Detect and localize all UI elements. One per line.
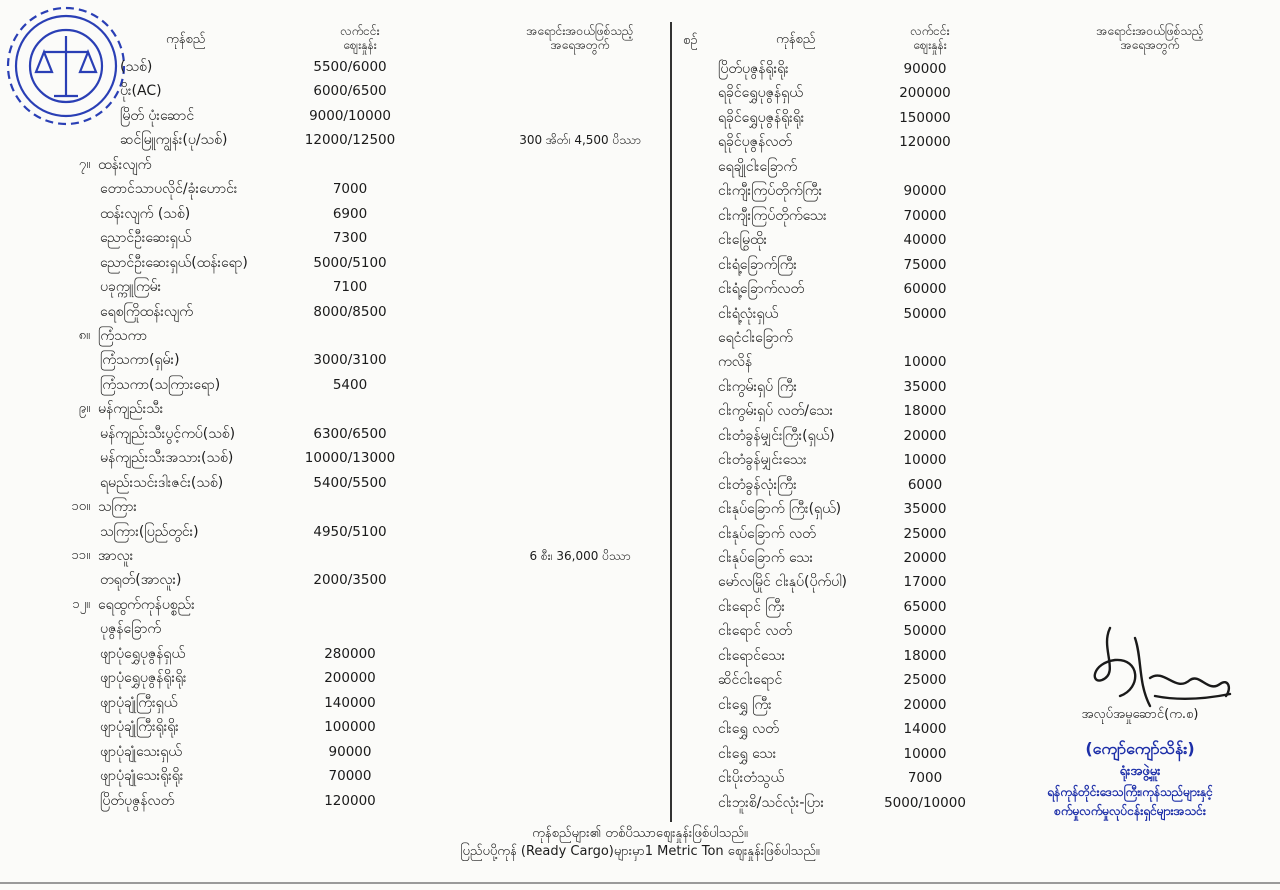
item-name: ညောင်ဦးဆေးရှယ်(ထန်းရော) bbox=[100, 254, 248, 271]
left-row bbox=[20, 154, 660, 176]
item-name: ငါးကျီးကြပ်တိုက်သေး bbox=[718, 207, 827, 224]
right-row bbox=[700, 156, 1000, 178]
left-row bbox=[20, 374, 660, 396]
item-price: 90000 bbox=[328, 743, 372, 760]
right-row bbox=[700, 620, 1000, 642]
right-header-note bbox=[1060, 24, 1240, 52]
item-price: 35000 bbox=[903, 501, 947, 518]
item-price: 6000/6500 bbox=[313, 83, 387, 100]
item-price: 6000 bbox=[907, 476, 943, 493]
row-number: ၁၀။ bbox=[71, 499, 90, 515]
item-name: (သစ်) bbox=[120, 59, 153, 75]
item-name: ဖျာပုံရွှေပုဇွန်ရိုးရိုး bbox=[100, 670, 187, 687]
item-name: ငါးရံ့ခြောက်လတ် bbox=[718, 281, 805, 298]
item-name: ပိုး(AC) bbox=[120, 83, 162, 100]
item-name: ဆိင်ငါးရောင် bbox=[718, 672, 783, 689]
item-price: 10000 bbox=[903, 745, 947, 762]
row-number: ၁၂။ bbox=[72, 596, 90, 612]
item-price: 50000 bbox=[903, 623, 947, 640]
right-row bbox=[700, 82, 1000, 104]
right-row bbox=[700, 107, 1000, 129]
right-header-note-line1: အရောင်းအဝယ်ဖြစ်သည့် bbox=[1096, 24, 1204, 38]
item-price: 10000 bbox=[903, 354, 947, 371]
left-row bbox=[20, 423, 660, 445]
right-row bbox=[700, 180, 1000, 202]
item-name: မန်ကျည်းသီး bbox=[98, 401, 164, 418]
left-row bbox=[20, 667, 660, 689]
row-number: ၈။ bbox=[78, 327, 90, 343]
item-name: ငါးကွမ်းရှပ် ကြီး bbox=[718, 378, 798, 395]
item-name: ဖျာပုံချုံကြီးရှယ် bbox=[100, 694, 178, 711]
right-row bbox=[700, 645, 1000, 667]
item-price: 9000/10000 bbox=[309, 107, 391, 124]
item-name: ညောင်ဦးဆေးရှယ် bbox=[100, 230, 192, 247]
item-price: 14000 bbox=[903, 721, 947, 738]
left-row bbox=[20, 203, 660, 225]
item-price: 3000/3100 bbox=[313, 352, 387, 369]
item-price: 150000 bbox=[899, 109, 951, 126]
left-row bbox=[20, 716, 660, 738]
item-name: ပြိတ်ပုဇွန်ရိုးရိုး bbox=[718, 61, 789, 77]
item-name: မြိတ် ပုံးဆောင် bbox=[120, 107, 195, 124]
left-row bbox=[20, 594, 660, 616]
item-name: ရေထွက်ကုန်ပစ္စည်း bbox=[98, 596, 195, 613]
item-name: ဖျာပုံချုံကြီးရိုးရိုး bbox=[100, 719, 179, 736]
item-price: 100000 bbox=[324, 719, 376, 736]
row-number: ၇။ bbox=[78, 156, 90, 172]
right-header-no: စဉ် bbox=[683, 33, 698, 48]
item-price: 200000 bbox=[899, 85, 951, 102]
item-price: 90000 bbox=[903, 61, 947, 77]
item-name: ငါးတံခွန်မျှင်းသေး bbox=[718, 452, 807, 469]
signatory-name: (ကျော်ကျော်သိန်း) bbox=[1085, 739, 1195, 758]
item-name: သကြား(ပြည်တွင်း) bbox=[100, 523, 199, 540]
left-row bbox=[20, 521, 660, 543]
left-row bbox=[20, 545, 660, 567]
item-price: 6300/6500 bbox=[313, 425, 387, 442]
item-price: 5000/10000 bbox=[884, 794, 966, 811]
right-row bbox=[700, 571, 1000, 593]
left-row bbox=[20, 178, 660, 200]
column-divider bbox=[670, 22, 672, 822]
item-name: ရခိုင်ရွှေပုဇွန်ရိုးရိုး bbox=[718, 109, 805, 126]
item-name: ဖျာပုံချုံသေးရိုးရိုး bbox=[100, 768, 184, 785]
right-row bbox=[700, 205, 1000, 227]
footer-note-line1: ကုန်စည်များ၏ တစ်ပိဿာဈေးနှုန်းဖြစ်ပါသည်။ bbox=[532, 826, 748, 841]
left-row bbox=[20, 692, 660, 714]
item-name: ငါးဘူးစိ/သင်လုံး-ပြား bbox=[718, 794, 825, 811]
item-name: ငါးတံခွန်မျှင်းကြီး(ရှယ်) bbox=[718, 427, 835, 444]
left-row bbox=[20, 325, 660, 347]
item-price: 90000 bbox=[903, 183, 947, 200]
left-header-price bbox=[310, 24, 410, 52]
trade-volume: 6 စီး၊ 36,000 ပိဿာ bbox=[529, 549, 631, 563]
left-header-price-line1: လက်ငင်း bbox=[340, 24, 380, 38]
item-name: ပခုက္ကူကြမ်း bbox=[100, 279, 162, 296]
right-row bbox=[700, 400, 1000, 422]
item-price: 8000/8500 bbox=[313, 303, 387, 320]
item-name: ငါးရောင် ကြီး bbox=[718, 598, 785, 615]
item-price: 20000 bbox=[903, 427, 947, 444]
item-name: ထန်းလျက် (သစ်) bbox=[100, 205, 191, 222]
right-row bbox=[700, 792, 1000, 814]
item-price: 7000 bbox=[332, 181, 368, 198]
item-price: 35000 bbox=[903, 378, 947, 395]
right-row bbox=[700, 596, 1000, 618]
item-price: 280000 bbox=[324, 645, 376, 662]
right-row bbox=[700, 254, 1000, 276]
left-header-note-line2: အရေအတွက် bbox=[550, 38, 610, 52]
right-row bbox=[700, 303, 1000, 325]
left-row bbox=[20, 56, 660, 78]
left-header-note-line1: အရောင်းအဝယ်ဖြစ်သည့် bbox=[526, 24, 634, 38]
left-row bbox=[20, 447, 660, 469]
item-price: 10000 bbox=[903, 452, 947, 469]
trade-volume: 300 အိတ်၊ 4,500 ပိဿာ bbox=[519, 133, 641, 148]
right-row bbox=[700, 718, 1000, 740]
item-name: ရခိုင်ပုဇွန်လတ် bbox=[718, 134, 792, 151]
item-name: ရမည်းသင်းဒါးဇင်း(သစ်) bbox=[100, 474, 224, 491]
row-number: ၉။ bbox=[78, 401, 90, 417]
item-price: 12000/12500 bbox=[304, 132, 396, 149]
right-row bbox=[700, 58, 1000, 80]
left-header-note bbox=[490, 24, 670, 52]
signatory-org-line1: ရန်ကုန်တိုင်းဒေသကြီး၊ကုန်သည်များနှင့် bbox=[1047, 785, 1213, 799]
item-name: ငါးပိုးတံသွယ် bbox=[718, 770, 785, 787]
item-price: 75000 bbox=[903, 256, 947, 273]
item-price: 7100 bbox=[332, 279, 368, 296]
item-name: ဖျာပုံချုံသေးရှယ် bbox=[100, 743, 182, 760]
item-price: 120000 bbox=[324, 792, 376, 809]
right-row bbox=[700, 498, 1000, 520]
item-price: 5400/5500 bbox=[313, 474, 387, 491]
footer-note-line2: ပြည်ပပို့ကုန် (Ready Cargo)များမှာ1 Metric Ton ဈေးနှုန်းဖြစ်ပါသည်။ bbox=[460, 844, 820, 859]
signatory-title: ရုံးအဖွဲ့မှူး bbox=[1119, 764, 1161, 779]
right-row bbox=[700, 669, 1000, 691]
item-price: 18000 bbox=[903, 403, 947, 420]
right-row bbox=[700, 767, 1000, 789]
item-price: 120000 bbox=[899, 134, 951, 151]
left-row bbox=[20, 569, 660, 591]
item-name: မော်လမြိုင် ငါးနုပ်(ပိုက်ပါ) bbox=[718, 574, 848, 591]
right-header-price bbox=[880, 24, 980, 52]
item-price: 50000 bbox=[903, 305, 947, 322]
item-name: ရေစကြိုထန်းလျက် bbox=[100, 303, 193, 320]
item-name: ငါးမြွေထိုး bbox=[718, 232, 768, 249]
item-price: 7000 bbox=[907, 770, 943, 787]
item-name: ပုဇွန်ခြောက် bbox=[100, 621, 162, 638]
item-name: အာလူး bbox=[98, 548, 134, 564]
item-price: 5500/6000 bbox=[313, 59, 387, 75]
right-row bbox=[700, 474, 1000, 496]
item-name: ရခိုင်ရွှေပုဇွန်ရှယ် bbox=[718, 85, 803, 102]
item-name: ငါးတံခွန်လုံးကြီး bbox=[718, 476, 797, 493]
item-price: 7300 bbox=[332, 230, 368, 247]
left-row bbox=[20, 129, 660, 151]
handwritten-signature bbox=[1080, 618, 1240, 718]
item-name: ငါးရွှေ ကြီး bbox=[718, 696, 772, 713]
item-price: 5000/5100 bbox=[313, 254, 387, 271]
item-price: 70000 bbox=[328, 768, 372, 785]
item-price: 4950/5100 bbox=[313, 523, 387, 540]
right-row bbox=[700, 229, 1000, 251]
right-row bbox=[700, 523, 1000, 545]
item-price: 60000 bbox=[903, 281, 947, 298]
right-header-price-line2: ဈေးနှုန်း bbox=[913, 38, 947, 52]
item-name: ကြံသကာ(ရှမ်း) bbox=[100, 352, 180, 369]
left-row bbox=[20, 790, 660, 812]
right-header-item: ကုန်စည် bbox=[776, 32, 816, 47]
item-price: 70000 bbox=[903, 207, 947, 224]
item-price: 20000 bbox=[903, 550, 947, 566]
item-name: ထန်းလျက် bbox=[98, 156, 152, 173]
left-row bbox=[20, 80, 660, 102]
signatory-org-line2: စက်မှုလက်မှုလုပ်ငန်းရှင်များအသင်း bbox=[1054, 804, 1206, 818]
left-header-price-line2: ဈေးနှုန်း bbox=[343, 38, 377, 52]
item-name: ကြံသကာ(သကြားရော) bbox=[100, 376, 221, 393]
left-row bbox=[20, 252, 660, 274]
item-name: ရေငံငါးခြောက် bbox=[718, 329, 793, 346]
left-row bbox=[20, 643, 660, 665]
right-row bbox=[700, 278, 1000, 300]
item-price: 140000 bbox=[324, 694, 376, 711]
item-price: 5400 bbox=[332, 376, 368, 393]
right-row bbox=[700, 131, 1000, 153]
item-name: ကလိန် bbox=[718, 354, 753, 371]
item-name: ရေချိုငါးခြောက် bbox=[718, 158, 798, 175]
item-price: 25000 bbox=[903, 525, 947, 542]
left-row bbox=[20, 276, 660, 298]
left-row bbox=[20, 741, 660, 763]
left-header-item: ကုန်စည် bbox=[166, 32, 206, 47]
item-name: ငါးရောင် လတ် bbox=[718, 623, 793, 640]
item-price: 2000/3500 bbox=[313, 572, 387, 589]
item-name: မန်ကျည်းသီးပွင့်ကပ်(သစ်) bbox=[100, 425, 236, 442]
row-number: ၁၁။ bbox=[71, 548, 90, 563]
left-row bbox=[20, 496, 660, 518]
right-row bbox=[700, 376, 1000, 398]
item-price: 40000 bbox=[903, 232, 947, 249]
item-price: 17000 bbox=[903, 574, 947, 591]
item-name: ငါးနုပ်ခြောက် ကြီး(ရှယ်) bbox=[718, 501, 842, 518]
left-row bbox=[20, 472, 660, 494]
right-row bbox=[700, 449, 1000, 471]
right-header-price-line1: လက်ငင်း bbox=[910, 24, 950, 38]
page-bottom-edge bbox=[0, 882, 1280, 884]
item-name: ကြံသကာ bbox=[98, 327, 148, 344]
item-name: ငါးရံ့လုံးရှယ် bbox=[718, 305, 779, 322]
item-name: ဆင်မြူကျွန်း(ပု/သစ်) bbox=[120, 132, 228, 149]
item-name: ငါးနုပ်ခြောက် လတ် bbox=[718, 525, 816, 542]
item-price: 20000 bbox=[903, 696, 947, 713]
left-row bbox=[20, 618, 660, 640]
item-price: 25000 bbox=[903, 672, 947, 689]
item-name: မန်ကျည်းသီးအသား(သစ်) bbox=[100, 450, 234, 467]
item-name: သကြား bbox=[98, 499, 137, 516]
right-header-note-line2: အရေအတွက် bbox=[1120, 38, 1180, 52]
right-row bbox=[700, 743, 1000, 765]
item-name: တောင်သာပလိုင်/ခုံးဟောင်း bbox=[100, 181, 238, 198]
item-name: ငါးရံ့ခြောက်ကြီး bbox=[718, 256, 797, 273]
item-name: ငါးကွမ်းရှပ် လတ်/သေး bbox=[718, 403, 834, 420]
item-name: ဖျာပုံရွှေပုဇွန်ရှယ် bbox=[100, 645, 186, 662]
item-name: ငါးနုပ်ခြောက် သေး bbox=[718, 550, 814, 566]
left-row bbox=[20, 301, 660, 323]
item-name: တရုတ်(အာလူး) bbox=[100, 572, 182, 589]
item-name: ငါးရွှေ သေး bbox=[718, 745, 777, 762]
item-price: 10000/13000 bbox=[304, 450, 396, 467]
item-price: 6900 bbox=[332, 205, 368, 222]
item-price: 65000 bbox=[903, 598, 947, 615]
item-name: ငါးကျီးကြပ်တိုက်ကြီး bbox=[718, 183, 823, 200]
right-row bbox=[700, 351, 1000, 373]
left-row bbox=[20, 349, 660, 371]
item-price: 200000 bbox=[324, 670, 376, 687]
item-price: 18000 bbox=[903, 647, 947, 664]
right-row bbox=[700, 694, 1000, 716]
right-row bbox=[700, 425, 1000, 447]
right-row bbox=[700, 547, 1000, 569]
left-row bbox=[20, 765, 660, 787]
left-row bbox=[20, 227, 660, 249]
right-row bbox=[700, 327, 1000, 349]
item-name: ငါးရောင်သေး bbox=[718, 647, 786, 664]
item-name: ငါးရွှေ လတ် bbox=[718, 721, 779, 738]
left-row bbox=[20, 105, 660, 127]
item-name: ပြိတ်ပုဇွန်လတ် bbox=[100, 792, 175, 809]
signatory-role: အလုပ်အမှုဆောင်(က.စ) bbox=[1081, 707, 1199, 722]
left-row bbox=[20, 398, 660, 420]
